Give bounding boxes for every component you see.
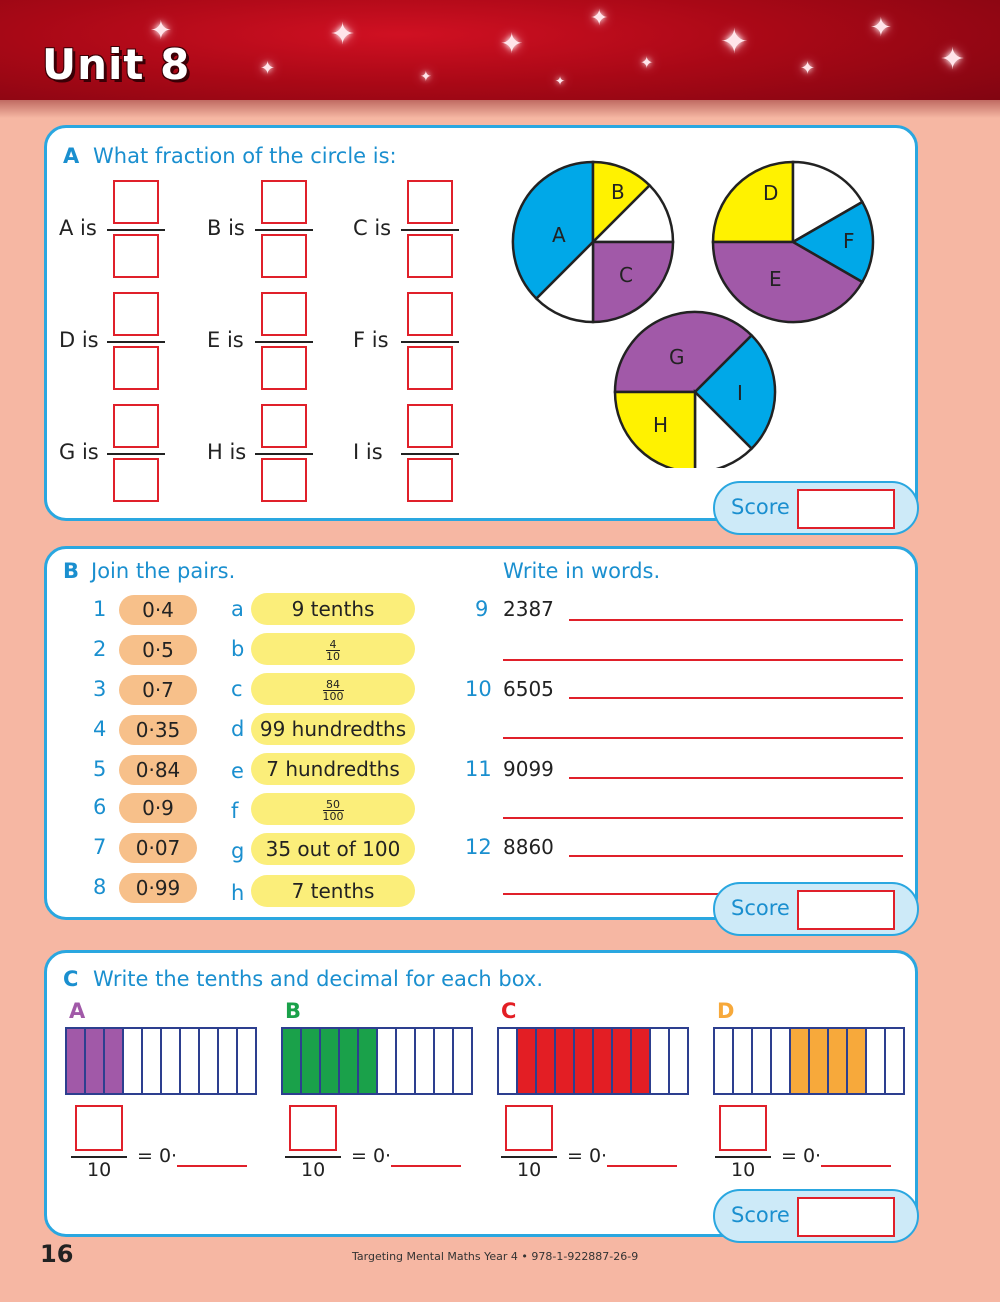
- circle-label: H: [653, 413, 669, 437]
- fraction-line: [401, 453, 459, 455]
- tenth-cell: [162, 1029, 181, 1093]
- equals-text: = 0·: [781, 1145, 822, 1167]
- score-pill: [713, 1189, 919, 1243]
- denominator-box[interactable]: [407, 346, 453, 390]
- equals-text: = 0·: [351, 1145, 392, 1167]
- pair-number: 5: [93, 757, 107, 781]
- decimal-pill[interactable]: 0·99: [119, 873, 197, 903]
- numerator-box[interactable]: [113, 180, 159, 224]
- denominator-text: 10: [87, 1159, 112, 1181]
- pair-number: 8: [93, 875, 107, 899]
- tenth-cell: [575, 1029, 594, 1093]
- sparkle-icon: ✦: [555, 74, 566, 88]
- answer-line[interactable]: [569, 619, 903, 621]
- word-value: 6505: [503, 677, 554, 701]
- section-title: Join the pairs.: [91, 559, 236, 583]
- answer-line[interactable]: [569, 777, 903, 779]
- tenth-cell: [86, 1029, 105, 1093]
- fraction-line: [501, 1156, 557, 1158]
- sparkle-icon: ✦: [870, 13, 892, 43]
- decimal-pill[interactable]: 0·4: [119, 595, 197, 625]
- decimal-pill[interactable]: 0·35: [119, 715, 197, 745]
- answer-letter: c: [231, 677, 243, 701]
- tenth-cell: [886, 1029, 903, 1093]
- tenth-cell: [454, 1029, 471, 1093]
- answer-line[interactable]: [569, 697, 903, 699]
- answer-pill[interactable]: 99 hundredths: [251, 713, 415, 745]
- tenth-cell: [715, 1029, 734, 1093]
- decimal-pill[interactable]: 0·84: [119, 755, 197, 785]
- fraction-label: D is: [59, 328, 99, 352]
- answer-pill[interactable]: [251, 673, 415, 705]
- circle-label: B: [611, 180, 625, 204]
- fraction-line: [107, 229, 165, 231]
- tenth-cell: [143, 1029, 162, 1093]
- answer-letter: a: [231, 597, 244, 621]
- pair-number: 3: [93, 677, 107, 701]
- footer-text: Targeting Mental Maths Year 4 • 978-1-922887-26-9: [352, 1250, 639, 1263]
- denominator-box[interactable]: [113, 346, 159, 390]
- tenth-cell: [181, 1029, 200, 1093]
- answer-pill[interactable]: [251, 793, 415, 825]
- pair-number: 1: [93, 597, 107, 621]
- tenth-cell: [848, 1029, 867, 1093]
- small-fraction: $\frac{50}{100}$: [322, 798, 344, 823]
- tenth-cell: [302, 1029, 321, 1093]
- answer-pill[interactable]: 7 tenths: [251, 875, 415, 907]
- numerator-box[interactable]: [113, 404, 159, 448]
- tenth-cell: [435, 1029, 454, 1093]
- fraction-label: A is: [59, 216, 97, 240]
- tenth-cell: [67, 1029, 86, 1093]
- sparkle-icon: ✦: [330, 17, 356, 52]
- tenth-cell: [105, 1029, 124, 1093]
- bar-label: B: [285, 999, 302, 1023]
- denominator-box[interactable]: [261, 234, 307, 278]
- denominator-text: 10: [517, 1159, 542, 1181]
- fraction-line: [107, 453, 165, 455]
- fraction-line: [715, 1156, 771, 1158]
- small-fraction: $\frac{4}{10}$: [326, 638, 340, 663]
- sparkle-icon: ✦: [500, 27, 524, 60]
- answer-line[interactable]: [503, 659, 903, 661]
- tenth-cell: [651, 1029, 670, 1093]
- page-number: 16: [40, 1240, 74, 1268]
- tenths-bar: [497, 1027, 689, 1095]
- score-label: Score: [731, 1203, 790, 1227]
- tenth-cell: [613, 1029, 632, 1093]
- score-label: Score: [731, 896, 790, 920]
- decimal-pill[interactable]: 0·07: [119, 833, 197, 863]
- circle-ghi: [615, 312, 775, 468]
- sector-d: [713, 162, 793, 242]
- bar-label: C: [501, 999, 517, 1023]
- tenth-cell: [378, 1029, 397, 1093]
- tenth-cell: [200, 1029, 219, 1093]
- score-input-box[interactable]: [797, 1197, 895, 1237]
- fraction-line: [285, 1156, 341, 1158]
- denominator-box[interactable]: [407, 458, 453, 502]
- bar-label: D: [717, 999, 735, 1023]
- equals-text: = 0·: [567, 1145, 608, 1167]
- answer-letter: e: [231, 759, 244, 783]
- tenth-cell: [537, 1029, 556, 1093]
- decimal-pill[interactable]: 0·7: [119, 675, 197, 705]
- denominator-box[interactable]: [113, 458, 159, 502]
- answer-pill[interactable]: [251, 633, 415, 665]
- sparkle-icon: ✦: [720, 22, 749, 62]
- answer-pill[interactable]: 35 out of 100: [251, 833, 415, 865]
- tenth-cell: [632, 1029, 651, 1093]
- numerator-box[interactable]: [719, 1105, 767, 1151]
- sparkle-icon: ✦: [640, 53, 654, 72]
- sparkle-icon: ✦: [590, 6, 609, 31]
- decimal-pill[interactable]: 0·9: [119, 793, 197, 823]
- numerator-box[interactable]: [261, 404, 307, 448]
- fraction-line: [107, 341, 165, 343]
- word-value: 9099: [503, 757, 554, 781]
- denominator-box[interactable]: [113, 234, 159, 278]
- tenth-cell: [283, 1029, 302, 1093]
- tenth-cell: [594, 1029, 613, 1093]
- fraction-label: B is: [207, 216, 245, 240]
- section-b-panel: [44, 546, 918, 920]
- pair-number: 2: [93, 637, 107, 661]
- answer-line[interactable]: [503, 893, 719, 895]
- word-value: 2387: [503, 597, 554, 621]
- pair-number: 6: [93, 795, 107, 819]
- answer-line[interactable]: [503, 817, 903, 819]
- section-a-panel: [44, 125, 918, 521]
- circle-label: C: [619, 263, 633, 287]
- tenth-cell: [499, 1029, 518, 1093]
- answer-line[interactable]: [503, 737, 903, 739]
- tenths-bar: [65, 1027, 257, 1095]
- banner-shadow: [0, 100, 1000, 118]
- words-title: Write in words.: [503, 559, 661, 583]
- circle-abc: [513, 162, 673, 322]
- denominator-box[interactable]: [261, 458, 307, 502]
- fraction-line: [401, 341, 459, 343]
- numerator-box[interactable]: [113, 292, 159, 336]
- section-letter: C: [63, 967, 79, 991]
- denominator-box[interactable]: [407, 234, 453, 278]
- sparkle-icon: ✦: [420, 69, 432, 85]
- fraction-line: [71, 1156, 127, 1158]
- tenth-cell: [124, 1029, 143, 1093]
- tenth-cell: [397, 1029, 416, 1093]
- numerator-box[interactable]: [289, 1105, 337, 1151]
- answer-letter: g: [231, 839, 245, 863]
- answer-letter: h: [231, 881, 245, 905]
- answer-letter: d: [231, 717, 245, 741]
- tenth-cell: [791, 1029, 810, 1093]
- small-fraction: $\frac{84}{100}$: [322, 678, 344, 703]
- fraction-line: [255, 229, 313, 231]
- denominator-box[interactable]: [261, 346, 307, 390]
- tenth-cell: [772, 1029, 791, 1093]
- tenth-cell: [734, 1029, 753, 1093]
- unit-title: Unit 8: [42, 40, 191, 89]
- sparkle-icon: ✦: [150, 16, 172, 46]
- circle-label: F: [843, 229, 855, 253]
- answer-line[interactable]: [607, 1165, 677, 1167]
- numerator-box[interactable]: [261, 180, 307, 224]
- numerator-box[interactable]: [407, 292, 453, 336]
- word-value: 8860: [503, 835, 554, 859]
- fraction-line: [255, 341, 313, 343]
- tenth-cell: [518, 1029, 537, 1093]
- denominator-text: 10: [301, 1159, 326, 1181]
- tenth-cell: [238, 1029, 255, 1093]
- fraction-label: H is: [207, 440, 247, 464]
- section-letter: B: [63, 559, 80, 583]
- tenths-bar: [713, 1027, 905, 1095]
- sparkle-icon: ✦: [800, 58, 816, 79]
- answer-line[interactable]: [821, 1165, 891, 1167]
- fraction-line: [401, 229, 459, 231]
- sparkle-icon: ✦: [260, 58, 276, 79]
- tenth-cell: [753, 1029, 772, 1093]
- fraction-label: E is: [207, 328, 244, 352]
- answer-line[interactable]: [391, 1165, 461, 1167]
- score-input-box[interactable]: [797, 489, 895, 529]
- pair-number: 7: [93, 835, 107, 859]
- tenth-cell: [359, 1029, 378, 1093]
- question-number: 10: [465, 677, 492, 701]
- tenths-bar: [281, 1027, 473, 1095]
- fraction-label: C is: [353, 216, 392, 240]
- circle-label: E: [769, 267, 782, 291]
- numerator-box[interactable]: [505, 1105, 553, 1151]
- answer-pill[interactable]: 7 hundredths: [251, 753, 415, 785]
- tenth-cell: [810, 1029, 829, 1093]
- tenth-cell: [867, 1029, 886, 1093]
- numerator-box[interactable]: [407, 404, 453, 448]
- answer-line[interactable]: [569, 855, 903, 857]
- answer-letter: b: [231, 637, 245, 661]
- decimal-pill[interactable]: 0·5: [119, 635, 197, 665]
- tenth-cell: [829, 1029, 848, 1093]
- section-c-panel: [44, 950, 918, 1237]
- circle-label: D: [763, 181, 779, 205]
- circle-label: G: [669, 345, 685, 369]
- tenth-cell: [556, 1029, 575, 1093]
- section-letter: A: [63, 144, 80, 168]
- tenth-cell: [416, 1029, 435, 1093]
- answer-pill[interactable]: 9 tenths: [251, 593, 415, 625]
- tenth-cell: [340, 1029, 359, 1093]
- fraction-label: G is: [59, 440, 99, 464]
- score-pill: [713, 882, 919, 936]
- sparkle-icon: ✦: [940, 42, 966, 77]
- score-input-box[interactable]: [797, 890, 895, 930]
- tenth-cell: [321, 1029, 340, 1093]
- fraction-circles: [507, 148, 887, 468]
- question-number: 12: [465, 835, 492, 859]
- pair-number: 4: [93, 717, 107, 741]
- question-number: 9: [475, 597, 489, 621]
- fraction-label: F is: [353, 328, 389, 352]
- score-pill: [713, 481, 919, 535]
- sector-c: [593, 242, 673, 322]
- circle-label: A: [552, 223, 566, 247]
- denominator-text: 10: [731, 1159, 756, 1181]
- numerator-box[interactable]: [261, 292, 307, 336]
- fraction-label: I is: [353, 440, 383, 464]
- answer-line[interactable]: [177, 1165, 247, 1167]
- section-title: Write the tenths and decimal for each box.: [93, 967, 544, 991]
- equals-text: = 0·: [137, 1145, 178, 1167]
- numerator-box[interactable]: [75, 1105, 123, 1151]
- numerator-box[interactable]: [407, 180, 453, 224]
- answer-letter: f: [231, 799, 239, 823]
- circle-label: I: [737, 381, 743, 405]
- score-label: Score: [731, 495, 790, 519]
- tenth-cell: [219, 1029, 238, 1093]
- tenth-cell: [670, 1029, 687, 1093]
- bar-label: A: [69, 999, 86, 1023]
- fraction-line: [255, 453, 313, 455]
- section-title: What fraction of the circle is:: [93, 144, 397, 168]
- question-number: 11: [465, 757, 492, 781]
